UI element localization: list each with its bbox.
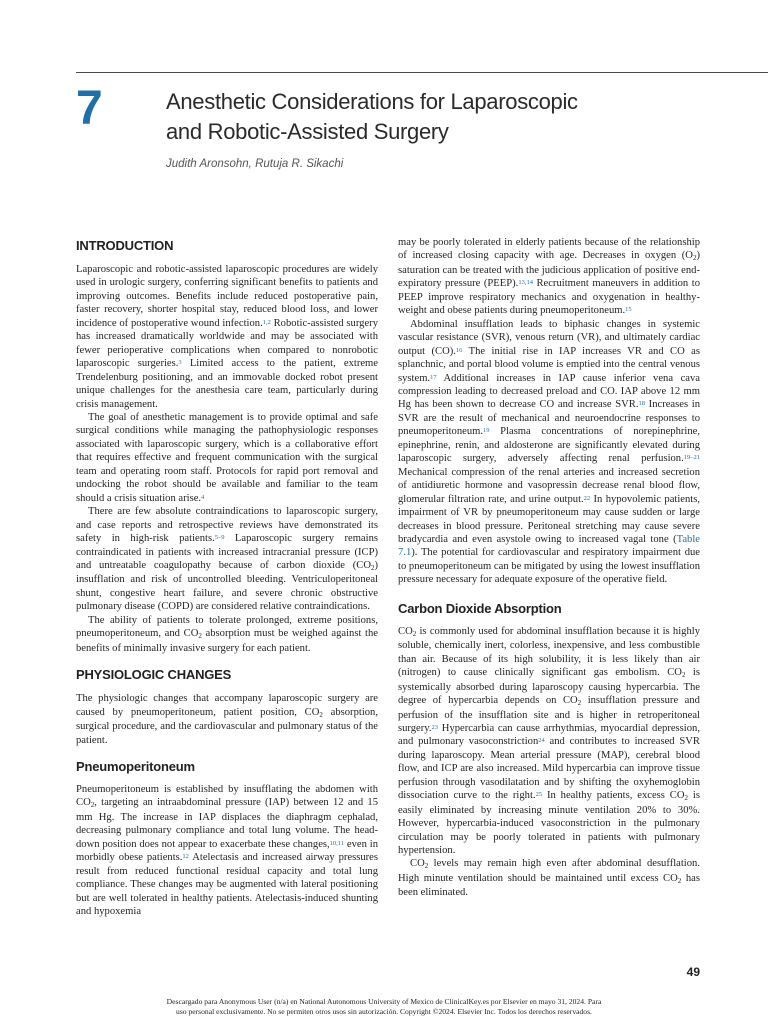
chapter-authors: Judith Aronsohn, Rutuja R. Sikachi xyxy=(166,158,344,170)
citation[interactable]: 4 xyxy=(201,493,205,501)
paragraph: The physiologic changes that accompany laparoscopic surgery are caused by pneumoperitoneum, patient position, $CO_2$ absorption, surgical procedure, and the cardiovascular and pulmonary status of the patient. xyxy=(76,693,379,746)
chapter-title-line1: Anesthetic Considerations for Laparoscopic xyxy=(166,89,578,114)
top-rule xyxy=(76,72,768,73)
chapter-title-line2: and Robotic-Assisted Surgery xyxy=(166,119,449,144)
paragraph: There are few absolute contraindications to laparoscopic surgery, and case reports and retrospective reviews have demonstrated its safety in high-risk patients.$^{5-9}$ Laparoscopic surgery remains contraindicated in patients with increased intracranial pressure (ICP) and untreatable coagulopathy because of carbon dioxide $(CO_2)$ insufflation and risk of uncontrolled bleeding. Ventriculoperitoneal shunt, congestive heart failure, and severe chronic obstructive pulmonary disease (COPD) are considered relative contraindications. xyxy=(76,506,378,613)
paragraph: The goal of anesthetic management is to provide optimal and safe surgical conditions while managing the pathophysiologic responses associated with laparoscopic surgery, which is a collaborative effort that requires effective and frequent communication with the surgical team and operating room staff. Protocols for rapid port removal and undocking the robot should be available and familiar to the team should a crisis situation arise.$^4$ xyxy=(76,411,378,504)
paragraph: $CO_2$ is commonly used for abdominal insufflation because it is highly soluble, chemically inert, colorless, inexpensive, and less combustible than air. Because of its high solubility, it is less likely than air (nitrogen) to cause clinically significant gas embolism. $CO_2$ is systemically absorbed during laparoscopy causing hypercarbia. The degree of hypercarbia depends on $CO_2$ insufflation pressure and perfusion of the insufflation site and is higher in retroperitoneal surgery.$^{23}$ Hypercarbia can cause arrhythmias, myocardial depression, and pulmonary vasoconstriction$^{24}$ and contributes to increased SVR during laparoscopy. Mean arterial pressure (MAP), cerebral blood flow, and ICP are also increased. Mild hypercarbia can improve tissue perfusion through vasodilatation and by shifting the oxyhemoglobin dissociation curve to the right.$^{25}$ In healthy patients, excess $CO_2$ is easily eliminated by increasing minute ventilation 20% to 30%. However, hypercarbia-induced vasoconstriction in the pulmonary circulation may be poorly tolerated in patients with pulmonary hypertension. xyxy=(398,625,700,857)
paragraph: may be poorly tolerated in elderly patients because of the relationship of increased closing capacity with age. Decreases in oxygen $(O_2)$ saturation can be treated with the judicious application of positive end-expiratory pressure (PEEP).$^{13,14}$ Recruitment maneuvers in addition to PEEP improve respiratory mechanics and oxygenation in healthy-weight and obese patients during pneumoperitoneum.$^{15}$ xyxy=(398,237,700,317)
citation[interactable]: 17 xyxy=(430,373,437,381)
chapter-title xyxy=(166,87,686,147)
citation[interactable]: 19 xyxy=(483,427,490,435)
citation[interactable]: 1,2 xyxy=(262,318,271,326)
download-footer xyxy=(100,997,668,1017)
citation[interactable]: 23 xyxy=(431,723,439,731)
section-heading-introduction: INTRODUCTION xyxy=(76,238,174,253)
citation[interactable]: 25 xyxy=(535,791,543,799)
section-heading-physiologic-changes: PHYSIOLOGIC CHANGES xyxy=(76,667,232,683)
page-number: 49 xyxy=(686,965,700,979)
citation[interactable]: 22 xyxy=(583,494,591,502)
citation[interactable]: 3 xyxy=(178,359,182,367)
subsection-heading-co2-absorption: Carbon Dioxide Absorption xyxy=(398,600,562,616)
citation[interactable]: 13,14 xyxy=(518,279,533,287)
paragraph: The ability of patients to tolerate prolonged, extreme positions, pneumoperitoneum, and $CO_2$ absorption must be weighed against the benefits of minimally invasive surgery for each patient. xyxy=(76,614,378,654)
paragraph: $CO_2$ levels may remain high even after abdominal desufflation. High minute ventilation should be maintained until excess $CO_2$ has been eliminated. xyxy=(398,858,700,899)
citation[interactable]: 15 xyxy=(625,306,632,314)
citation[interactable]: 18 xyxy=(638,400,645,408)
citation[interactable]: 16 xyxy=(455,346,463,354)
right-column xyxy=(398,236,700,900)
chapter-number: 7 xyxy=(76,82,103,135)
citation[interactable]: 12 xyxy=(182,853,189,861)
left-column xyxy=(76,238,378,918)
subsection-heading-pneumoperitoneum: Pneumoperitoneum xyxy=(76,758,195,774)
paragraph: Pneumoperitoneum is established by insufflating the abdomen with $CO_2$, targeting an intraabdominal pressure (IAP) between 12 and 15 mm Hg. The increase in IAP displaces the diaphragm cephalad, decreasing pulmonary compliance and total lung volume. The head-down position does not appear to exacerbate these changes,$^{10,11}$ even in morbidly obese patients.$^{12}$ Atelectasis and increased airway pressures result from reduced functional residual capacity and total lung compliance. These changes may be augmented with lateral positioning but are well tolerated in healthy patients. Atelectasis-induced shunting and hypoxemia xyxy=(76,783,378,918)
citation[interactable]: 5–9 xyxy=(214,534,225,542)
citation[interactable]: 24 xyxy=(538,737,545,745)
paragraph: Abdominal insufflation leads to biphasic changes in systemic vascular resistance (SVR), venous return (VR), and ultimately cardiac output (CO).$^{16}$ The initial rise in IAP increases VR and CO as splanchnic, and portal blood volume is emptied into the central venous system.$^{17}$ Additional increases in IAP cause inferior vena cava compression leading to decreased preload and CO. IAP above 12 mm Hg has been shown to decrease CO and increase SVR.$^{18}$ Increases in SVR are the result of mechanical and neuroendocrine responses to pneumoperitoneum.$^{19}$ Plasma concentrations of norepinephrine, epinephrine, renin, and aldosterone are significantly elevated during laparoscopic surgery, adversely affecting renal perfusion.$^{19-21}$ Mechanical compression of the renal arteries and increased secretion of antidiuretic hormone and vasopressin decrease renal blood flow, glomerular filtration rate, and urine output.$^{22}$ In hypovolemic patients, impairment of VR by pneumoperitoneum may cause sudden or large decreases in blood pressure. Peritoneal stretching may cause severe bradycardia and even asystole owing to increased vagal tone (Table 7.1). The potential for cardiovascular and respiratory impairment due to pneumoperitoneum can be mitigated by using the lowest insufflation pressure necessary for adequate exposure of the operative field. xyxy=(398,318,700,586)
footer-line1: Descargado para Anonymous User (n/a) en National Autonomous University of Mexico de ClinicalKey.es por Elsevier en mayo 31, 2024. Para xyxy=(166,997,602,1006)
footer-line2: uso personal exclusivamente. No se permiten otros usos sin autorización. Copyright ©2024. Elsevier Inc. Todos los derechos reservados. xyxy=(176,1007,592,1016)
citation[interactable]: 10,11 xyxy=(329,839,345,847)
table-reference-link[interactable]: Table 7.1 xyxy=(398,533,700,559)
paragraph: Laparoscopic and robotic-assisted laparoscopic procedures are widely used in urologic surgery, conferring significant benefits to patients and improving outcomes. Benefits include reduced postoperative pain, faster recovery, shorter hospital stay, reduced blood loss, and lower incidence of postoperative wound infection.$^{1,2}$ Robotic-assisted surgery has increased dramatically worldwide and may be associated with fewer perioperative complications when compared to nonrobotic laparoscopic surgeries.$^3$ Limited access to the patient, extreme Trendelenburg positioning, and an immovable docked robot present unique challenges for the anesthesia care team, particularly during crisis management. xyxy=(76,264,378,410)
citation[interactable]: 19–21 xyxy=(683,454,700,462)
